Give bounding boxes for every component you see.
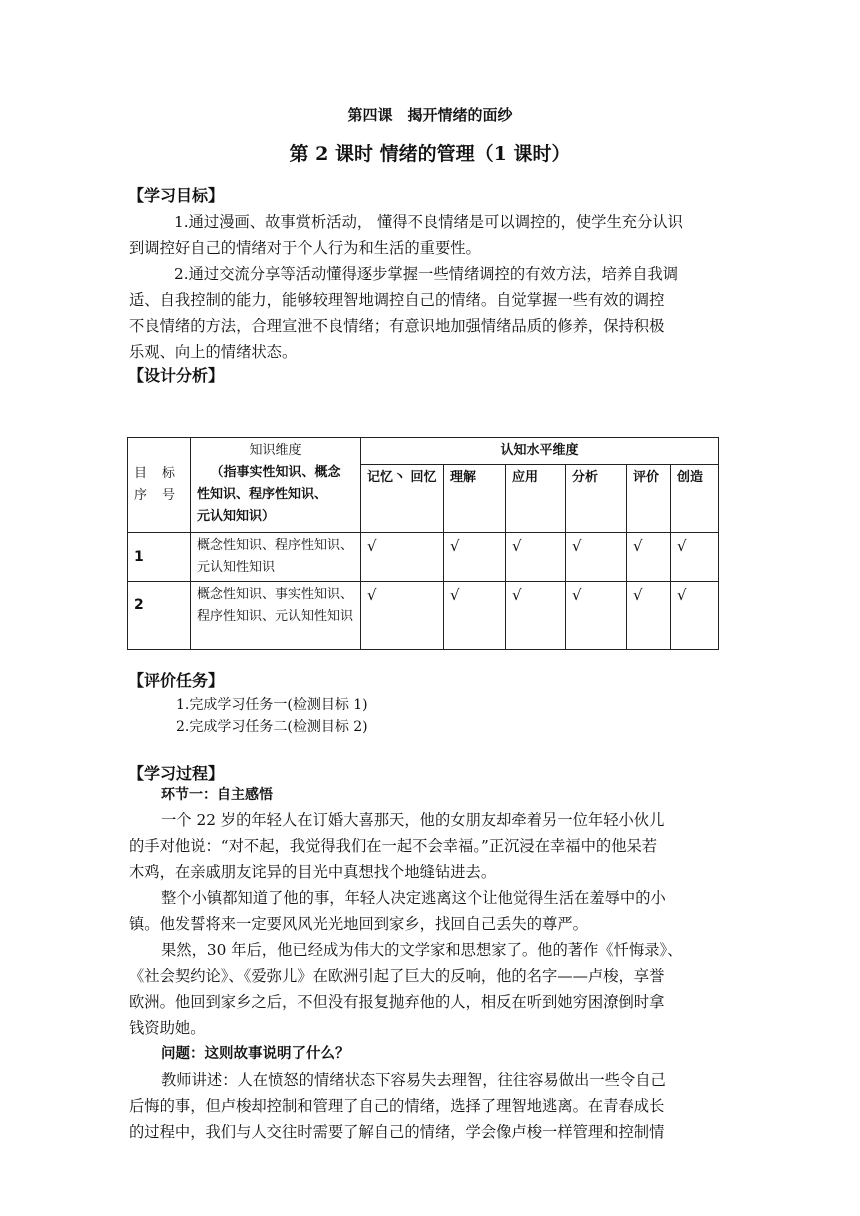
row-1-id: 1 [128,533,191,582]
objectives-heading: 【学习目标】 [128,186,225,205]
story-paragraph-2-line-1: 整个小镇都知道了他的事，年轻人决定逃离这个让他觉得生活在羞辱中的小 [161,889,666,907]
row-1-check: √ [506,533,566,582]
row-1-knowledge: 概念性知识、程序性知识、元认知性知识 [191,533,361,582]
row-1-check: √ [671,533,719,582]
row-2-knowledge: 概念性知识、事实性知识、程序性知识、元认知性知识 [191,582,361,650]
row-2-check: √ [361,582,444,650]
level-understand: 理解 [444,465,506,533]
objective-1-line-1: 1.通过漫画、故事赏析活动， 懂得不良情绪是可以调控的，使学生充分认识 [174,213,683,231]
row-2-check: √ [566,582,627,650]
story-paragraph-1-line-1: 一个 22 岁的年轻人在订婚大喜那天，他的女朋友却牵着另一位年轻小伙儿 [161,811,665,829]
objective-2-line-2: 适、自我控制的能力，能够较理智地调控自己的情绪。自觉掌握一些有效的调控 [129,291,665,309]
row-2-check: √ [627,582,671,650]
story-paragraph-3-line-4: 钱资助她。 [129,1019,206,1037]
story-paragraph-2-line-2: 镇。他发誓将来一定要风风光光地回到家乡，找回自己丢失的尊严。 [129,915,588,933]
row-1-check: √ [566,533,627,582]
story-paragraph-1-line-3: 木鸡，在亲戚朋友诧异的目光中真想找个地缝钻进去。 [129,863,497,881]
story-paragraph-3-line-1: 果然，30 年后，他已经成为伟大的文学家和思想家了。他的著作《忏悔录》、 [161,941,683,959]
design-heading: 【设计分析】 [128,366,225,385]
table-row [128,582,719,650]
design-analysis-table [127,437,719,650]
row-2-check: √ [506,582,566,650]
objective-2-line-1: 2.通过交流分享等活动懂得逐步掌握一些情绪调控的有效方法，培养自我调 [174,265,679,283]
story-paragraph-3-line-2: 《社会契约论》、《爱弥儿》在欧洲引起了巨大的反响，他的名字——卢梭，享誉 [129,967,665,985]
level-analyze: 分析 [566,465,627,533]
target-number-header: 目 标 序 号 [128,438,191,533]
lesson-title: 第四课 揭开情绪的面纱 [347,106,513,124]
table-header-row-1 [128,438,719,465]
story-paragraph-3-line-3: 欧洲。他回到家乡之后，不但没有报复抛弃他的人，相反在听到她穷困潦倒时拿 [129,993,665,1011]
row-1-check: √ [444,533,506,582]
evaluation-task-1: 1.完成学习任务一(检测目标 1) [176,697,368,713]
level-apply: 应用 [506,465,566,533]
evaluation-task-2: 2.完成学习任务二(检测目标 2) [176,719,368,735]
level-evaluate: 评价 [627,465,671,533]
row-1-check: √ [627,533,671,582]
story-paragraph-1-line-2: 的手对他说：“对不起，我觉得我们在一起不会幸福。”正沉浸在幸福中的他呆若 [129,837,658,855]
period-title: 第 2 课时 情绪的管理（1 课时） [289,143,571,165]
question-text: 问题：这则故事说明了什么？ [161,1046,350,1062]
level-remember: 记忆丶 回忆 [361,465,444,533]
step-1-title: 环节一：自主感悟 [161,787,273,803]
teacher-line-3: 的过程中，我们与人交往时需要了解自己的情绪，学会像卢梭一样管理和控制情 [129,1123,665,1141]
row-2-check: √ [444,582,506,650]
row-2-check: √ [671,582,719,650]
evaluation-heading: 【评价任务】 [128,671,225,690]
level-create: 创造 [671,465,719,533]
knowledge-dimension-header: 知识维度 （指事实性知识、概念 性知识、程序性知识、 元认知知识） [191,438,361,533]
teacher-line-1: 教师讲述：人在愤怒的情绪状态下容易失去理智，往往容易做出一些令自己 [161,1071,666,1089]
row-2-id: 2 [128,582,191,650]
objective-2-line-4: 乐观、向上的情绪状态。 [129,343,298,361]
cognitive-level-header: 认知水平维度 [361,438,719,465]
teacher-line-2: 后悔的事，但卢梭却控制和管理了自己的情绪，选择了理智地逃离。在青春成长 [129,1097,665,1115]
row-1-check: √ [361,533,444,582]
table-row [128,533,719,582]
process-heading: 【学习过程】 [128,764,225,783]
objective-2-line-3: 不良情绪的方法，合理宣泄不良情绪；有意识地加强情绪品质的修养，保持积极 [129,317,665,335]
objective-1-line-2: 到调控好自己的情绪对于个人行为和生活的重要性。 [129,239,481,257]
